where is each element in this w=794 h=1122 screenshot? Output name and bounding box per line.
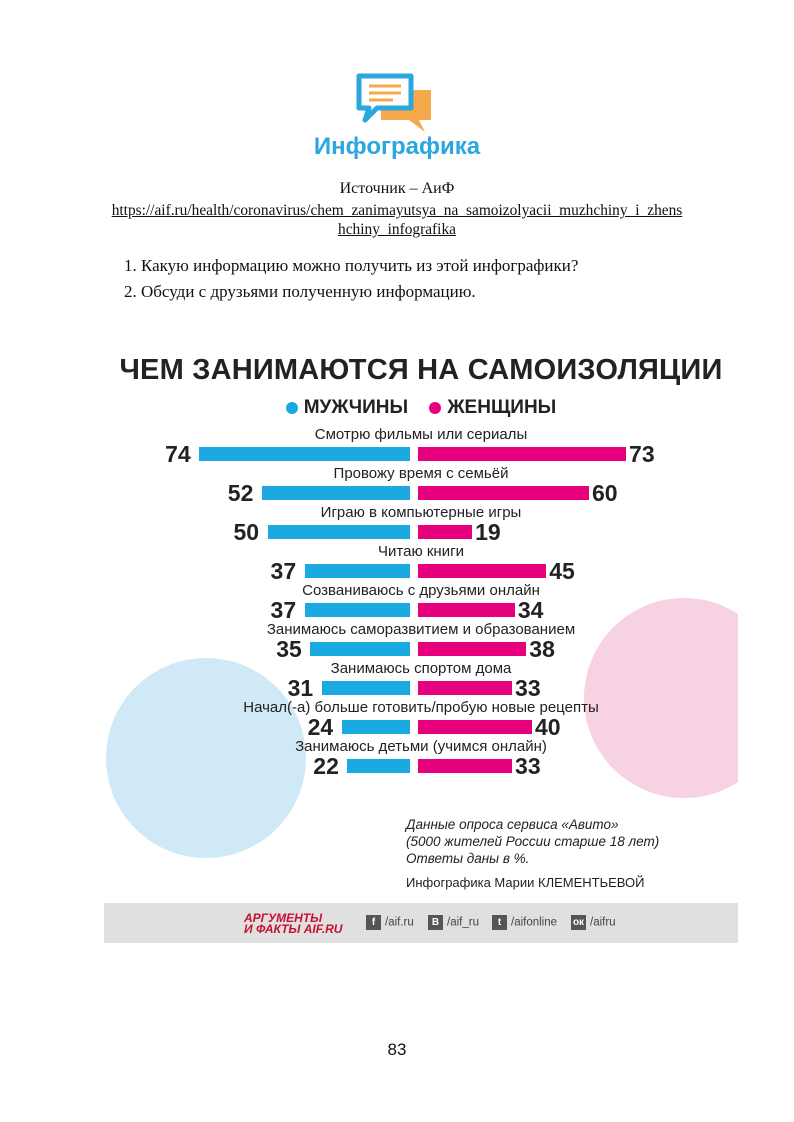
source-link[interactable] bbox=[60, 201, 734, 239]
social-facebook-label: /aif.ru bbox=[385, 916, 414, 929]
social-twitter-label: /aifonline bbox=[511, 916, 558, 929]
question-1: 1. Какую информацию можно получить из этой инфографики? bbox=[124, 256, 579, 275]
value-label-men: 52 bbox=[227, 480, 254, 506]
category-label: Занимаюсь саморазвитием и образованием bbox=[266, 621, 576, 638]
bar-women bbox=[418, 525, 472, 539]
aif-brand-logo bbox=[244, 913, 342, 935]
source-text: Источник – АиФ bbox=[339, 180, 455, 197]
note-line-2: (5000 жителей России старше 18 лет) bbox=[406, 834, 660, 849]
value-label-men: 24 bbox=[307, 714, 334, 740]
brand-line-2: И ФАКТЫ AIF.RU bbox=[244, 922, 343, 936]
social-vk[interactable] bbox=[428, 915, 479, 930]
chart-title: ЧЕМ ЗАНИМАЮТСЯ НА САМОИЗОЛЯЦИИ bbox=[119, 354, 723, 386]
value-label-women: 45 bbox=[549, 558, 575, 584]
bar-men bbox=[322, 681, 410, 695]
bar-men bbox=[305, 564, 410, 578]
value-label-women: 38 bbox=[529, 636, 555, 662]
legend-men bbox=[286, 397, 408, 418]
value-label-women: 33 bbox=[515, 675, 541, 701]
value-label-men: 37 bbox=[270, 597, 297, 623]
social-twitter[interactable] bbox=[492, 915, 557, 930]
value-label-men: 22 bbox=[313, 753, 339, 779]
legend-women bbox=[429, 397, 556, 418]
question-2: 2. Обсуди с друзьями полученную информацию. bbox=[124, 282, 476, 301]
bar-women bbox=[418, 720, 532, 734]
value-label-women: 40 bbox=[535, 714, 561, 740]
category-label: Занимаюсь детьми (учимся онлайн) bbox=[295, 738, 547, 755]
logo-label: Инфографика bbox=[313, 133, 481, 160]
bar-men bbox=[305, 603, 410, 617]
footer-bar bbox=[104, 903, 738, 943]
bar-women bbox=[418, 759, 512, 773]
bar-women bbox=[418, 603, 515, 617]
category-label: Смотрю фильмы или сериалы bbox=[314, 426, 528, 443]
value-label-women: 34 bbox=[517, 597, 544, 623]
bar-men bbox=[199, 447, 410, 461]
source-link-line1[interactable]: https://aif.ru/health/coronavirus/chem_zanimayutsya_na_samoizolyacii_muzhchiny_i_zhens bbox=[111, 202, 683, 219]
legend-women-label: ЖЕНЩИНЫ bbox=[447, 397, 557, 418]
bar-men bbox=[310, 642, 410, 656]
value-label-women: 73 bbox=[629, 441, 655, 467]
social-ok-label: /aifru bbox=[590, 916, 616, 929]
page-number: 83 bbox=[387, 1040, 407, 1059]
social-facebook[interactable] bbox=[366, 915, 414, 930]
value-label-men: 50 bbox=[233, 519, 260, 545]
legend-men-label: МУЖЧИНЫ bbox=[303, 397, 409, 418]
category-label: Начал(-а) больше готовить/пробую новые рецепты bbox=[243, 699, 599, 716]
value-label-men: 31 bbox=[287, 675, 314, 701]
twitter-icon: t bbox=[492, 915, 507, 930]
brand-line-1: АРГУМЕНТЫ bbox=[244, 911, 323, 925]
source-link-line2[interactable]: hchiny_infografika bbox=[338, 221, 456, 238]
social-ok[interactable] bbox=[571, 915, 616, 930]
odnoklassniki-icon: ок bbox=[572, 917, 585, 928]
infographic-credit: Инфографика Марии КЛЕМЕНТЬЕВОЙ bbox=[406, 875, 645, 890]
bar-men bbox=[268, 525, 411, 539]
category-label: Созваниваюсь с друзьями онлайн bbox=[302, 582, 540, 599]
value-label-women: 60 bbox=[592, 480, 618, 506]
category-label: Занимаюсь спортом дома bbox=[330, 660, 512, 677]
category-label: Провожу время с семьёй bbox=[333, 465, 509, 482]
bar-women bbox=[418, 447, 626, 461]
bar-women bbox=[418, 642, 526, 656]
value-label-men: 35 bbox=[276, 636, 302, 662]
bar-men bbox=[347, 759, 410, 773]
bar-women bbox=[418, 681, 512, 695]
value-label-women: 19 bbox=[475, 519, 501, 545]
facebook-icon: f bbox=[366, 915, 381, 930]
social-vk-label: /aif_ru bbox=[447, 916, 479, 929]
value-label-men: 74 bbox=[165, 441, 191, 467]
survey-note bbox=[406, 816, 659, 867]
value-label-women: 33 bbox=[515, 753, 541, 779]
note-line-3: Ответы даны в %. bbox=[406, 851, 530, 866]
infographic bbox=[104, 340, 738, 943]
chart-legend bbox=[104, 397, 738, 419]
chat-bubbles-icon bbox=[355, 72, 435, 134]
family-illustration-left bbox=[106, 658, 306, 858]
value-label-men: 37 bbox=[270, 558, 297, 584]
vk-icon: В bbox=[428, 915, 443, 930]
bar-women bbox=[418, 564, 546, 578]
bar-women bbox=[418, 486, 589, 500]
bar-men bbox=[262, 486, 410, 500]
category-label: Играю в компьютерные игры bbox=[320, 504, 522, 521]
bar-men bbox=[342, 720, 410, 734]
category-label: Читаю книги bbox=[378, 543, 464, 560]
note-line-1: Данные опроса сервиса «Авито» bbox=[406, 817, 619, 832]
